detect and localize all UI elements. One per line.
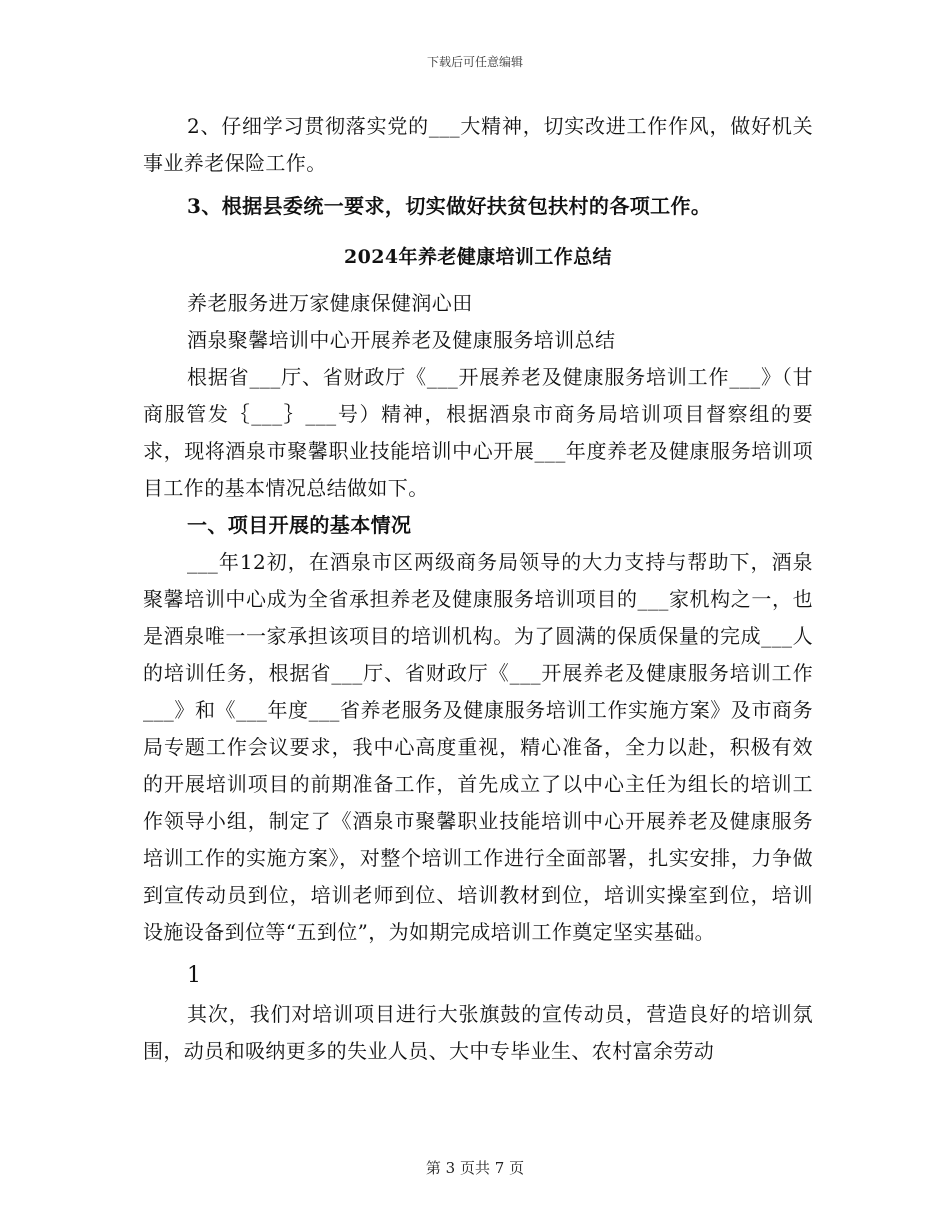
subtitle-line-2: 酒泉聚馨培训中心开展养老及健康服务培训总结 xyxy=(187,328,616,352)
paragraph-item-2: 2、仔细学习贯彻落实党的___大精神，切实改进工作作风，做好机关事业养老保险工作。 xyxy=(143,114,813,175)
page-header: 下载后可任意编辑 xyxy=(426,55,523,69)
paragraph-item-3: 3、根据县委统一要求，切实做好扶贫包扶村的各项工作。 xyxy=(187,194,712,218)
section-1-paragraph: ___年12初，在酒泉市区两级商务局领导的大力支持与帮助下，酒泉聚馨培训中心成为全省承担养老及健康服务培训项目的___家机构之一，也是酒泉唯一一家承担该项目的培训机构。为了圆满的保质保量的完成___人的培训任务，根据省___厅、省财政厅《___开展养老及健康服务培训工作___》和《___年度___省养老服务及健康服务培训工作实施方案》及市商务局专题工作会议要求，我中心高度重视，精心准备，全力以赴，积极有效的开展培训项目的前期准备工作，首先成立了以中心主任为组长的培训工作领导小组，制定了《酒泉市聚馨职业技能培训中心开展养老及健康服务培训工作的实施方案》，对整个培训工作进行全面部署，扎实安排，力争做到宣传动员到位，培训老师到位、培训教材到位，培训实操室到位，培训设施设备到位等“五到位”，为如期完成培训工作奠定坚实基础。 xyxy=(143,550,813,944)
subtitle-line-1: 养老服务进万家健康保健润心田 xyxy=(187,291,473,315)
next-paragraph: 其次，我们对培训项目进行大张旗鼓的宣传动员，营造良好的培训氛围，动员和吸纳更多的失业人员、大中专毕业生、农村富余劳动 xyxy=(143,1002,813,1063)
page-number-marker: 1 xyxy=(187,963,202,988)
document-body xyxy=(143,108,813,1070)
section-heading-1: 一、项目开展的基本情况 xyxy=(187,513,412,537)
intro-paragraph: 根据省___厅、省财政厅《___开展养老及健康服务培训工作___》（甘商服管发｛___｝___号）精神，根据酒泉市商务局培训项目督察组的要求，现将酒泉市聚馨职业技能培训中心开展___年度养老及健康服务培训项目工作的基本情况总结做如下。 xyxy=(143,365,813,500)
page-footer: 第 3 页共 7 页 xyxy=(425,1159,525,1177)
document-title: 2024年养老健康培训工作总结 xyxy=(344,246,612,268)
